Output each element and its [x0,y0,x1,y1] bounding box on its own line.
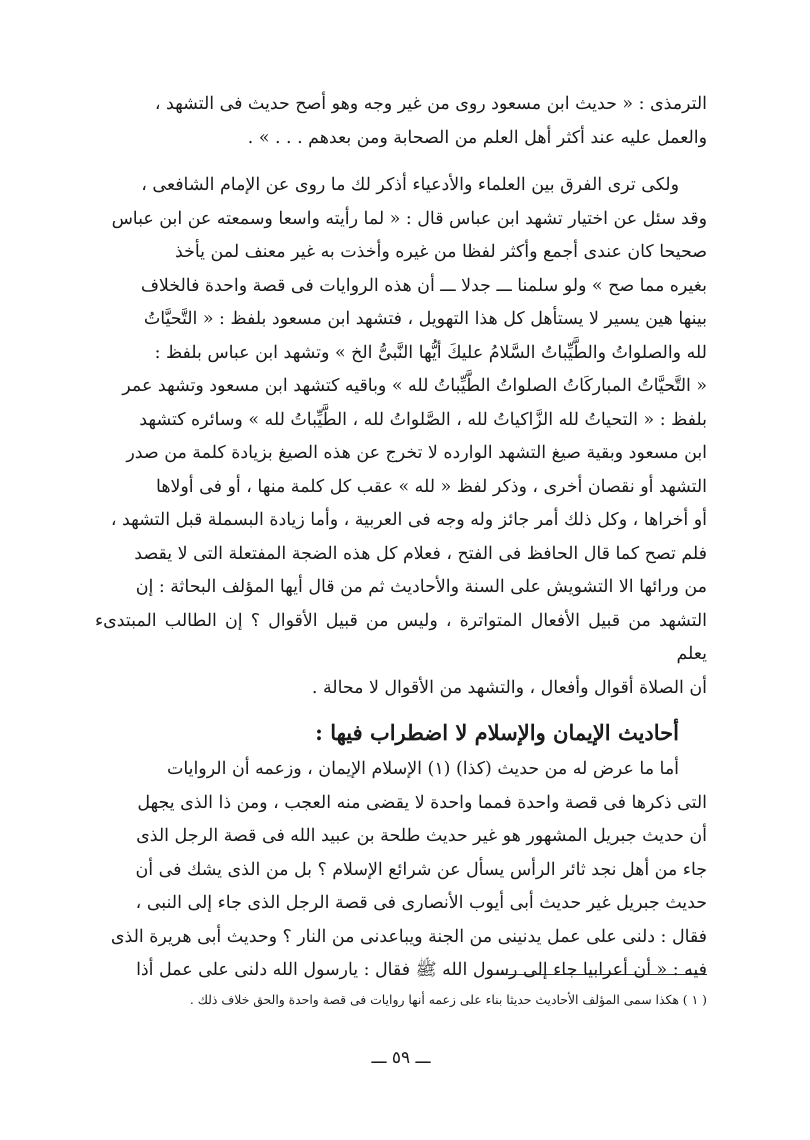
text-line: فقال : دلنى على عمل يدنينى من الجنة ويباعدنى من النار ؟ وحديث أبى هريرة الذى [110,926,707,947]
text-line: بلفظ : « التحياتُ لله الزَّاكياتُ لله ، الصَّلواتُ لله ، الطَّيِّباتُ لله » وسائره كتشهد [139,409,707,430]
footnote-divider [495,974,707,975]
text-line: ولكى ترى الفرق بين العلماء والأدعياء أذكر لك ما روى عن الإمام الشافعى ، [141,175,679,195]
page-number: ـــ ٥٩ ـــ [371,1048,431,1068]
text-line: التى ذكرها فى قصة واحدة فمما واحدة لا يقضى منه العجب ، ومن ذا الذى يجهل [137,792,707,813]
text-line: صحيحا كان عندى أجمع وأكثر لفظا من غيره وأخذت به غير معنف لمن يأخذ [175,242,707,262]
text-line: جاء من أهل نجد ثائر الرأس يسأل عن شرائع الإسلام ؟ بل من الذى يشك فى أن [135,859,707,880]
text-line: وقد سئل عن اختيار تشهد ابن عباس قال : « لما رأيته واسعا وسمعته عن ابن عباس [111,208,707,229]
text-line: الترمذى : « حديث ابن مسعود روى من غير وجه وهو أصح حديث فى التشهد ، [154,94,707,114]
text-line: التشهد من قبيل الأفعال المتواترة ، وليس من قبيل الأقوال ؟ إن الطالب المبتدىء يعلم [95,610,707,664]
document-page [95,88,707,1098]
text-line: حديث جبريل غير حديث أبى أيوب الأنصارى فى قصة الرجل الذى جاء إلى النبى ، [135,893,707,913]
paragraph-1 [95,88,707,155]
text-line: ابن مسعود وبقية صيغ التشهد الوارده لا تخرج عن هذه الصيغ بزيادة كلمة من صدر [126,443,707,463]
text-line: أما ما عرض له من حديث (كذا) (١) الإسلام الإيمان ، وزعمه أن الروايات [166,759,679,779]
text-line: أو أخراها ، وكل ذلك أمر جائز وله وجه فى العربية ، وأما زيادة البسملة قبل التشهد ، [110,510,707,530]
paragraph-3 [95,753,707,988]
text-line: والعمل عليه عند أكثر أهل العلم من الصحابة ومن بعدهم . . . » . [247,127,707,148]
text-line: بغيره مما صح » ولو سلمنا ـــ جدلا ـــ أن هذه الروايات فى قصة واحدة فالخلاف [140,275,707,296]
paragraph-2 [95,169,707,705]
text-line: أن الصلاة أقوال وأفعال ، والتشهد من الأقوال لا محالة . [311,677,707,698]
text-line: التشهد أو نقصان أخرى ، وذكر لفظ « لله » عقب كل كلمة منها ، أو فى أولاها [156,476,707,497]
section-heading: أحاديث الإيمان والإسلام لا اضطراب فيها : [315,720,679,745]
text-line: لله والصلواتُ والطَّيِّباتُ السَّلامُ عليكَ أيُّها النَّبىُّ الخ » وتشهد ابن عباس بلفظ : [154,342,707,363]
text-line: فلم تصح كما قال الحافظ فى الفتح ، فعلام كل هذه الضجة المفتعلة التى لا يقصد [134,543,707,564]
text-line: بينها هين يسير لا يستأهل كل هذا التهويل ، فتشهد ابن مسعود بلفظ : « التَّحيَّاتُ [143,309,707,329]
footnote: ( ١ ) هكذا سمى المؤلف الأحاديث حديثا بناء على زعمه أنها روايات فى قصة واحدة والحق خلاف ذلك . [189,992,707,1007]
text-line: من ورائها الا التشويش على السنة والأحاديث ثم من قال أيها المؤلف البحاثة : إن [135,577,707,597]
text-line: فيه : « أن أعرابيا جاء إلى رسول الله ﷺ فقال : يارسول الله دلنى على عمل أذا [136,960,707,980]
text-line: أن حديث جبريل المشهور هو غير حديث طلحة بن عبيد الله فى قصة الرجل الذى [136,826,707,846]
text-line: « التَّحيَّاتُ المباركَاتُ الصلواتُ الطَّيِّباتُ لله » وباقيه كتشهد ابن مسعود وتشهد عمر [122,376,707,396]
